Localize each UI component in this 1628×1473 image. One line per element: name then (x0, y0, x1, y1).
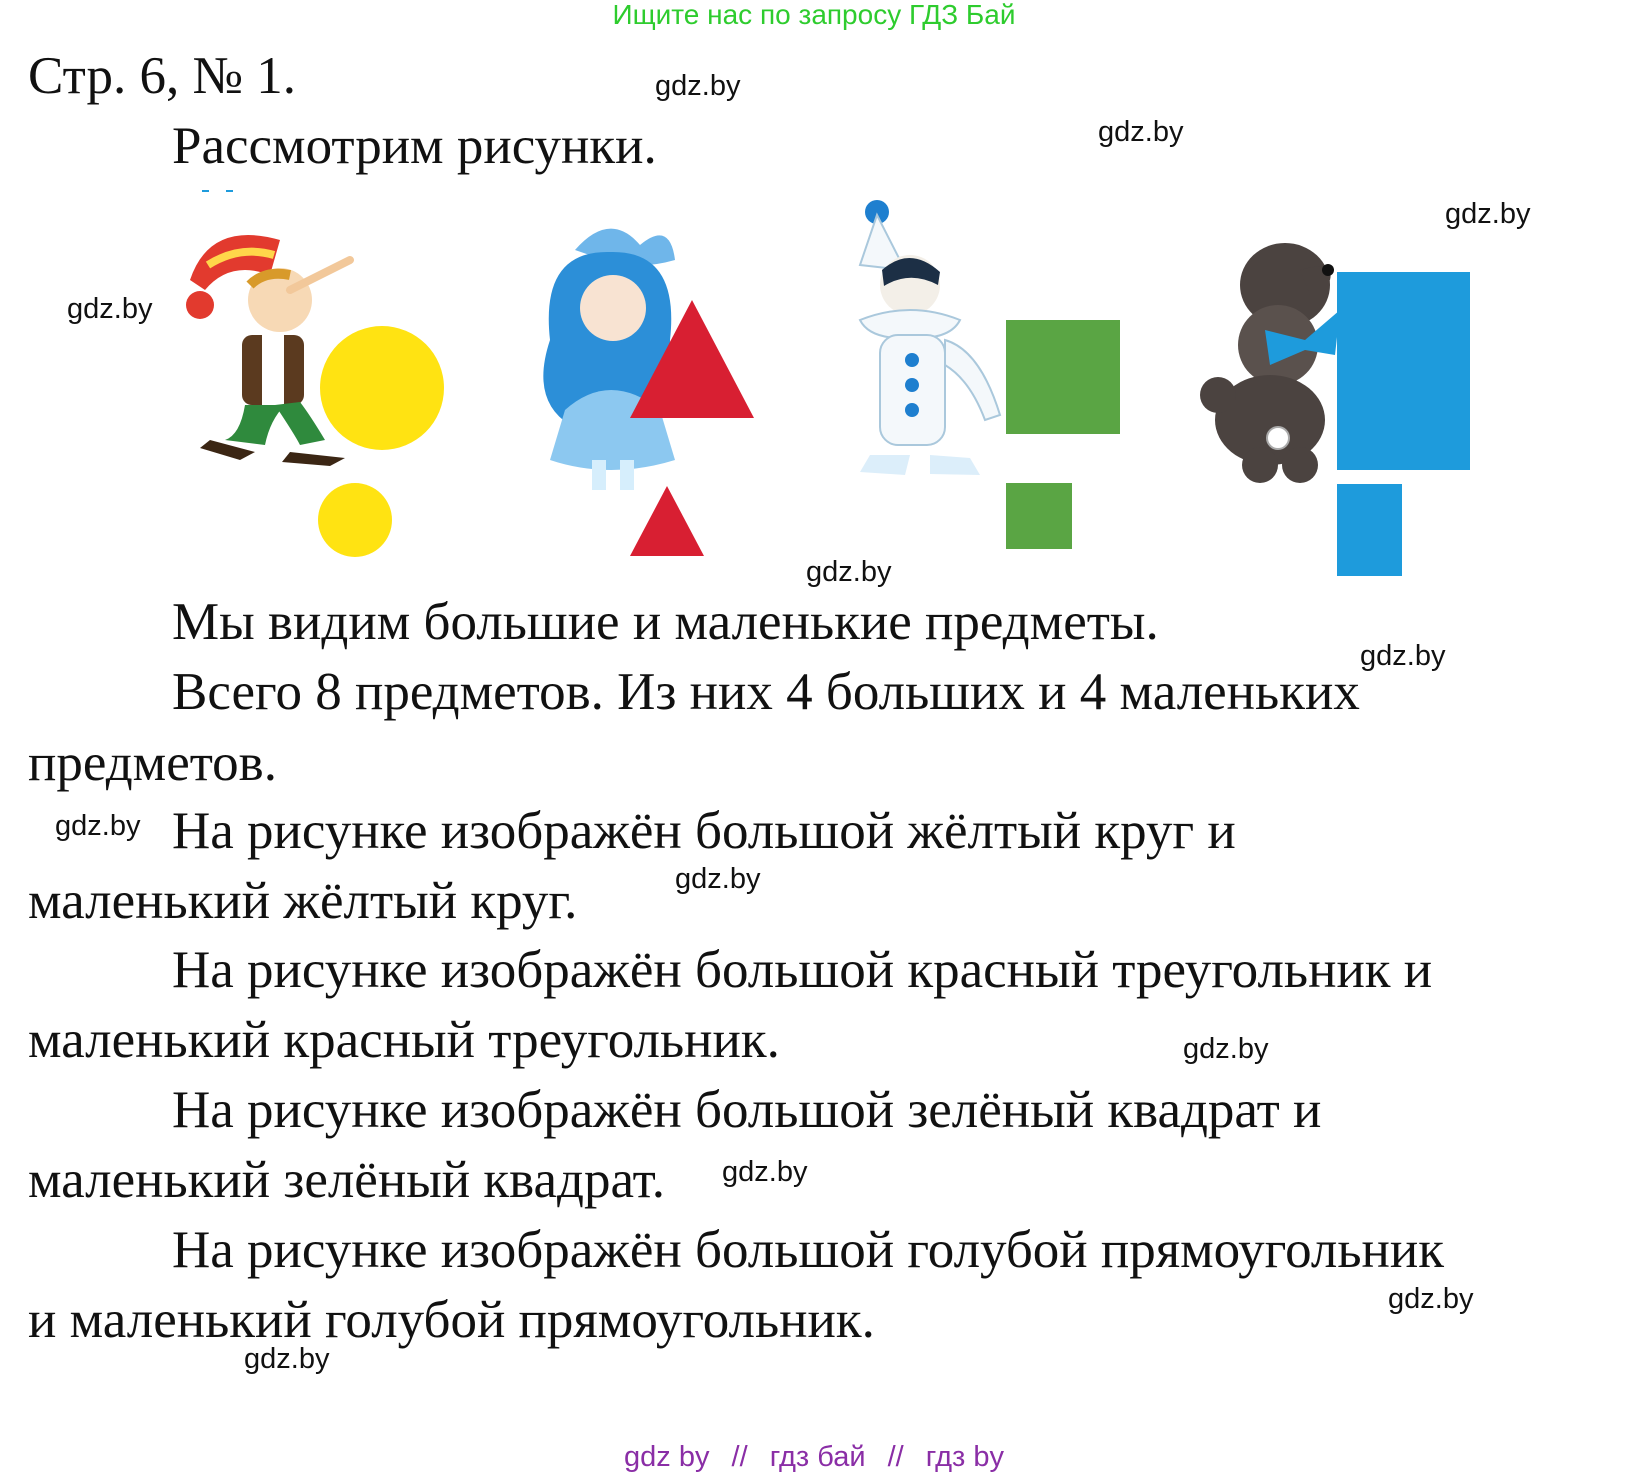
paragraph-5-line-1: На рисунке изображён большой красный треугольник и (172, 941, 1433, 999)
footer-link-gdz-bai[interactable]: гдз бай (769, 1441, 866, 1473)
small-red-triangle (630, 486, 704, 556)
exercise-heading: Стр. 6, № 1. (28, 47, 297, 105)
big-yellow-circle (320, 326, 444, 450)
small-blue-rectangle (1337, 484, 1402, 576)
paragraph-7-line-2: и маленький голубой прямоугольник. (28, 1291, 875, 1349)
footer-links (0, 1441, 1628, 1473)
top-banner[interactable]: Ищите нас по запросу ГДЗ Бай (612, 0, 1016, 30)
paragraph-5-line-2: маленький красный треугольник. (28, 1011, 780, 1069)
pinocchio-illustration (186, 235, 350, 466)
small-yellow-circle (318, 483, 392, 557)
paragraph-2: Мы видим большие и маленькие предметы. (172, 593, 1159, 651)
watermark: gdz.by (1388, 1283, 1474, 1315)
decor-dot (226, 190, 233, 192)
watermark: gdz.by (722, 1156, 808, 1188)
big-green-square (1006, 320, 1120, 434)
pierrot-illustration (860, 200, 1000, 475)
paragraph-4-line-1: На рисунке изображён большой жёлтый круг и (172, 802, 1236, 860)
poodle-illustration (1200, 243, 1340, 483)
footer-link-gdz-by-ru[interactable]: гдз by (925, 1441, 1004, 1473)
watermark: gdz.by (67, 293, 153, 325)
decor-dot (202, 190, 209, 192)
watermark: gdz.by (806, 556, 892, 588)
paragraph-3-line-1: Всего 8 предметов. Из них 4 больших и 4 маленьких (172, 663, 1360, 721)
illustration-figures (170, 190, 1570, 610)
paragraph-4-line-2: маленький жёлтый круг. (28, 872, 578, 930)
paragraph-7-line-1: На рисунке изображён большой голубой прямоугольник (172, 1221, 1444, 1279)
paragraph-6-line-2: маленький зелёный квадрат. (28, 1151, 666, 1209)
paragraph-6-line-1: На рисунке изображён большой зелёный квадрат и (172, 1081, 1322, 1139)
footer-separator: // (731, 1441, 748, 1473)
watermark: gdz.by (244, 1343, 330, 1375)
watermark: gdz.by (1445, 198, 1531, 230)
watermark: gdz.by (1183, 1033, 1269, 1065)
paragraph-1: Рассмотрим рисунки. (172, 117, 657, 175)
big-blue-rectangle (1337, 272, 1470, 470)
watermark: gdz.by (1098, 116, 1184, 148)
footer-separator: // (887, 1441, 904, 1473)
small-green-square (1006, 483, 1072, 549)
malvina-illustration (543, 229, 675, 490)
watermark: gdz.by (1360, 640, 1446, 672)
paragraph-3-line-2: предметов. (28, 734, 277, 792)
watermark: gdz.by (675, 863, 761, 895)
watermark: gdz.by (55, 810, 141, 842)
watermark: gdz.by (655, 70, 741, 102)
footer-link-gdz-by[interactable]: gdz by (624, 1441, 710, 1473)
